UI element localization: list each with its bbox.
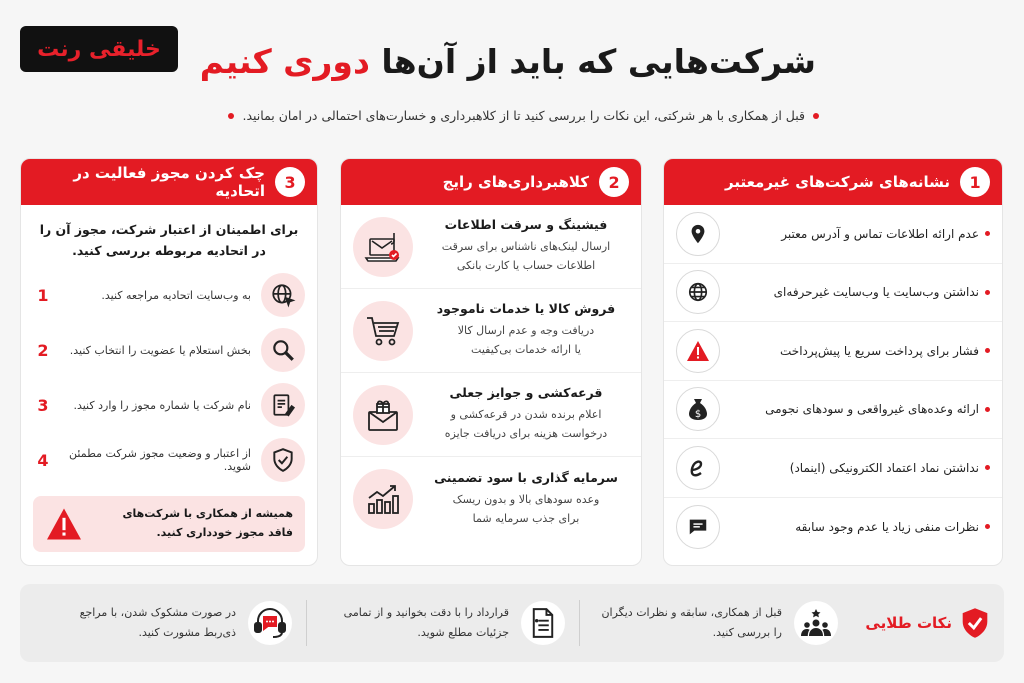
sign-row [664,322,1002,381]
bullet-dot [985,231,990,236]
location-pin-icon [676,212,720,256]
divider [579,600,580,646]
warning-text: همیشه از همکاری با شرکت‌های فاقد مجوز خودداری کنید. [122,506,293,539]
bullet-dot [228,113,234,119]
scam-desc-line: اعلام برنده شدن در قرعه‌کشی و [450,408,602,422]
phishing-icon [353,217,413,277]
subtitle-text: قبل از همکاری با هر شرکتی، این نکات را بررسی کنید تا از کلاهبرداری و خسارت‌های احتمالی در امان بمانید. [242,108,805,123]
web-click-icon [261,273,305,317]
page-title [200,42,816,81]
scam-desc-line: برای جذب سرمایه شما [472,511,580,525]
signs-title: نشانه‌های شرکت‌های غیرمعتبر [725,173,950,191]
subtitle [179,108,819,123]
sign-text: فشار برای پرداخت سریع یا پیش‌پرداخت [780,343,979,358]
scams-header [341,159,641,205]
shield-check-icon [960,607,990,639]
step-number: 1 [37,285,49,305]
shield-check-icon [261,438,305,482]
sign-row [664,439,1002,498]
license-title: چک کردن مجوز فعالیت در اتحادیه [73,164,265,200]
license-warning [33,496,305,552]
brand-logo [20,26,178,72]
growth-chart-icon [353,469,413,529]
signs-header [664,159,1002,205]
money-bag-icon [676,387,720,431]
sign-text: نداشتن وب‌سایت یا وب‌سایت غیرحرفه‌ای [773,285,979,300]
sign-row [664,381,1002,440]
bullet-dot [813,113,819,119]
license-step [21,268,317,323]
title-part2: دوری کنیم [199,42,370,81]
signs-card [663,158,1003,566]
license-card [20,158,318,566]
bullet-dot [985,290,990,295]
bullet-dot [985,407,990,412]
step-text: بخش استعلام یا عضویت را انتخاب کنید. [69,343,251,357]
warning-icon [676,329,720,373]
sign-text: عدم ارائه اطلاعات تماس و آدرس معتبر [781,226,979,241]
step-number: 3 [37,395,49,415]
step-text: از اعتبار و وضعیت مجوز شرکت مطمئن شوید. [69,447,251,473]
scam-item [341,373,641,457]
license-step [21,378,317,433]
scam-item [341,205,641,289]
headset-icon [248,601,292,645]
tip-item [580,601,852,645]
license-header [21,159,317,205]
sign-row [664,205,1002,264]
license-number: 3 [275,167,305,197]
title-part1: شرکت‌هایی که باید از آن‌ها [369,42,816,81]
sign-text: نداشتن نماد اعتماد الکترونیکی (اینماد) [789,460,979,475]
scams-title: کلاهبرداری‌های رایج [442,173,589,191]
scams-number: 2 [599,167,629,197]
scam-desc-line: درخواست هزینه برای دریافت جایزه [444,427,608,440]
scam-heading: قرعه‌کشی و جوایز جعلی [449,385,603,401]
logo-text: خلیقی رنت [37,36,161,62]
magnifier-icon [261,328,305,372]
bullet-dot [985,465,990,470]
tip-text: قبل از همکاری، سابقه و نظرات دیگران را بررسی کنید. [601,606,782,639]
cart-icon [353,301,413,361]
golden-tips-bar [20,584,1004,662]
step-text: به وب‌سایت اتحادیه مراجعه کنید. [101,288,251,302]
scam-desc-line: یا ارائه خدمات بی‌کیفیت [471,343,581,356]
divider [306,600,307,646]
comment-icon [676,505,720,549]
tip-item [34,601,306,645]
bullet-dot [985,524,990,529]
form-edit-icon [261,383,305,427]
signs-number: 1 [960,167,990,197]
step-text: نام شرکت یا شماره مجوز را وارد کنید. [73,398,251,412]
scam-item [341,457,641,541]
sign-text: نظرات منفی زیاد یا عدم وجود سابقه [795,519,979,534]
tip-item [307,601,579,645]
bullet-dot [985,348,990,353]
license-intro: برای اطمینان از اعتبار شرکت، مجوز آن را در اتحادیه مربوطه بررسی کنید. [39,222,299,259]
scam-heading: سرمایه گذاری با سود تضمینی [434,469,618,485]
scam-heading: فروش کالا یا خدمات ناموجود [436,301,616,317]
scam-desc-line: دریافت وجه و عدم ارسال کالا [457,324,595,338]
globe-icon [676,270,720,314]
sign-text: ارائه وعده‌های غیرواقعی و سودهای نجومی [765,402,979,417]
license-step [21,433,317,488]
license-step [21,323,317,378]
scam-item [341,289,641,373]
people-star-icon [794,601,838,645]
gift-mail-icon [353,385,413,445]
contract-icon [521,601,565,645]
tip-text: قرارداد را با دقت بخوانید و از تمامی جزئیات مطلع شوید. [343,606,509,639]
scam-desc-line: ارسال لینک‌های ناشناس برای سرقت [441,240,611,254]
sign-row [664,264,1002,323]
golden-tips-label [852,607,990,639]
enamad-icon [676,446,720,490]
scams-card [340,158,642,566]
tip-text: در صورت مشکوک شدن، با مراجع ذی‌ربط مشورت کنید. [79,606,236,639]
scam-desc-line: اطلاعات حساب یا کارت بانکی [456,259,596,272]
sign-row [664,498,1002,557]
scam-heading: فیشینگ و سرقت اطلاعات [444,217,608,233]
step-number: 2 [37,340,49,360]
scam-desc-line: وعده سودهای بالا و بدون ریسک [452,492,600,506]
step-number: 4 [37,450,49,470]
warning-icon [45,507,83,541]
golden-tips-title: نکات طلایی [865,614,952,632]
svg-text:$: $ [694,409,702,421]
